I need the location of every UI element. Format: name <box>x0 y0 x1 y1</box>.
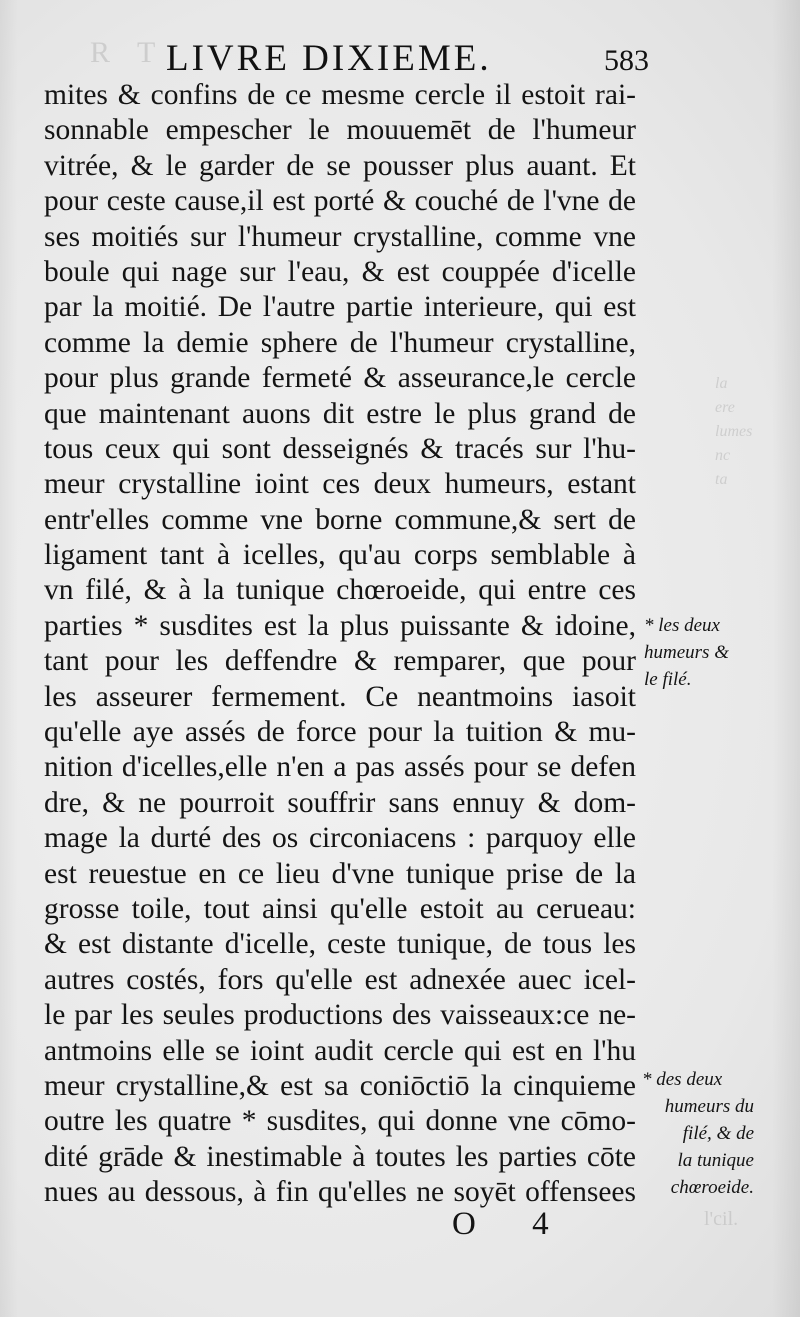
text-line: dité grāde & inestimable à toutes les parties cōte <box>44 1140 636 1173</box>
margin-note-line: chœroeide. <box>670 1177 754 1198</box>
text-line: meur crystalline ioint ces deux humeurs, estant <box>44 468 636 501</box>
text-line: le par les seules productions des vaisseaux:ce ne- <box>44 999 636 1032</box>
text-line: est reuestue en ce lieu d'vne tunique prise de la <box>44 857 636 890</box>
show-through-line: ta <box>715 471 728 488</box>
text-line: par la moitié. De l'autre partie interieure, qui est <box>44 291 636 324</box>
show-through-text-corner: l'cil. <box>704 1208 739 1230</box>
text-line: sonnable empescher le mouuemēt de l'humeur <box>44 114 636 147</box>
show-through-line: lumes <box>715 423 753 440</box>
show-through-line: la <box>715 375 728 392</box>
show-through-line: ere <box>715 399 735 416</box>
page-number: 583 <box>604 44 649 77</box>
margin-note-line: la tunique <box>677 1150 754 1171</box>
text-line: vn filé, & à la tunique chœroeide, qui entre ces <box>44 574 636 607</box>
text-line: mites & confins de ce mesme cercle il estoit rai- <box>44 79 636 111</box>
margin-note-humors <box>644 612 794 693</box>
text-line: antmoins elle se ioint audit cercle qui est en l'hu <box>44 1034 636 1067</box>
text-line: parties * susdites est la plus puissante & idoine, <box>44 609 636 642</box>
margin-note-line: * les deux <box>644 615 720 636</box>
text-line: qu'elle aye assés de force pour la tuition & mu- <box>44 716 636 749</box>
text-line: grosse toile, tout ainsi qu'elle estoit au cerueau: <box>44 892 636 925</box>
margin-note-tunic <box>642 1066 794 1201</box>
show-through-text-margin <box>715 372 795 492</box>
running-title: LIVRE DIXIEME. <box>166 38 492 79</box>
page-edge-shadow <box>0 0 18 1317</box>
text-line: tant pour les deffendre & remparer, que pour <box>44 645 636 678</box>
text-line: pour ceste cause,il est porté & couché de l'vne de <box>44 185 636 218</box>
show-through-line: nc <box>715 447 731 464</box>
text-line: & est distante d'icelle, ceste tunique, de tous les <box>44 928 636 961</box>
text-line: dre, & ne pourroit souffrir sans ennuy & dom- <box>44 786 636 819</box>
text-line: nues au dessous, à fin qu'elles ne soyēt offensees <box>44 1176 636 1209</box>
signature-mark: O 4 <box>452 1206 573 1242</box>
margin-note-line: humeurs du <box>664 1096 754 1117</box>
text-line: ligament tant à icelles, qu'au corps semblable à <box>44 539 636 572</box>
margin-note-line: * des deux <box>642 1069 723 1090</box>
text-line: boule qui nage sur l'eau, & est couppée d'icelle <box>44 255 636 288</box>
text-line: que maintenant auons dit estre le plus grand de <box>44 397 636 430</box>
text-line: outre les quatre * susdites, qui donne vne cōmo- <box>44 1105 636 1138</box>
show-through-text-top: R T <box>90 36 166 69</box>
page-header <box>0 36 800 82</box>
text-line: ses moitiés sur l'humeur crystalline, comme vne <box>44 220 636 253</box>
text-line: pour plus grande fermeté & asseurance,le cercle <box>44 362 636 395</box>
text-line: nition d'icelles,elle n'en a pas assés pour se defen <box>44 751 636 784</box>
text-line: comme la demie sphere de l'humeur crystalline, <box>44 326 636 359</box>
margin-note-line: humeurs & <box>644 642 729 663</box>
text-line: autres costés, fors qu'elle est adnexée auec icel- <box>44 963 636 996</box>
text-line: tous ceux qui sont desseignés & tracés sur l'hu- <box>44 432 636 465</box>
text-line: les asseurer fermement. Ce neantmoins iasoit <box>44 680 636 713</box>
text-line: mage la durté des os circoniacens : parquoy elle <box>44 822 636 855</box>
text-line: meur crystalline,& est sa coniōctiō la cinquieme <box>44 1069 636 1102</box>
margin-note-line: filé, & de <box>682 1123 754 1144</box>
margin-note-line: le filé. <box>644 669 692 690</box>
text-line: entr'elles comme vne borne commune,& sert de <box>44 503 636 536</box>
main-text-block <box>44 78 636 1211</box>
text-line: vitrée, & le garder de se pousser plus auant. Et <box>44 149 636 182</box>
